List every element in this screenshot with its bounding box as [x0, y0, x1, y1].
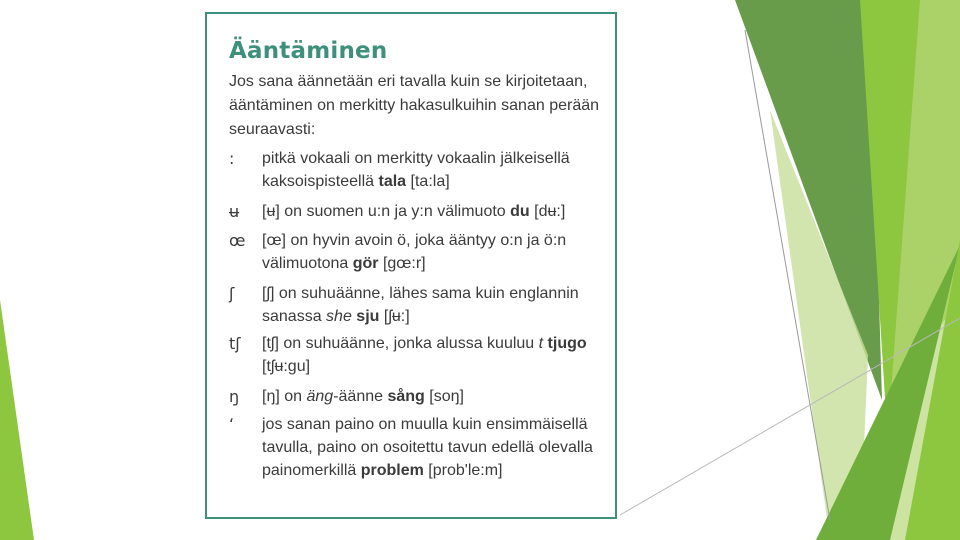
entry-symbol: ʻ	[229, 415, 235, 434]
example-italic: she	[326, 308, 352, 325]
entry-description: [ʃ] on suhuäänne, lähes sama kuin englannin sanassa she sju [ʃʉ:]	[262, 285, 579, 325]
example-italic: t	[538, 335, 544, 352]
entry-description: [œ] on hyvin avoin ö, joka ääntyy o:n ja ö:n välimuotona gör [gœ:r]	[262, 232, 567, 272]
example-italic: äng	[306, 388, 334, 405]
example-pronunciation: [tʃʉ:gu]	[262, 358, 311, 375]
example-word: sång	[387, 388, 425, 405]
example-word: tjugo	[547, 335, 587, 352]
example-pronunciation: [dʉ:]	[529, 203, 566, 220]
entry-description: [tʃ] on suhuäänne, jonka alussa kuuluu t tjugo [tʃʉ:gu]	[262, 335, 587, 375]
entry-description: [ʉ] on suomen u:n ja y:n välimuoto du [dʉ:]	[262, 203, 566, 220]
example-word: gör	[352, 255, 379, 272]
example-word: tala	[378, 173, 407, 190]
example-word: sju	[356, 308, 380, 325]
entry-description: [ŋ] on äng-äänne sång [soŋ]	[262, 388, 464, 405]
entry-symbol: ʉ	[229, 202, 240, 221]
card-title: Ääntäminen	[229, 38, 388, 64]
entry-description: pitkä vokaali on merkitty vokaalin jälkeisellä kaksoispisteellä tala [ta:la]	[262, 150, 570, 190]
entry-symbol: :	[229, 149, 235, 168]
entry-description: jos sanan paino on muulla kuin ensimmäisellä tavulla, paino on osoitettu tavun edellä olevalla painomerkillä problem [prob'le:m]	[262, 416, 593, 479]
left-green-shape	[0, 300, 34, 540]
example-pronunciation: [prob'le:m]	[423, 462, 503, 479]
example-pronunciation: [soŋ]	[424, 388, 464, 405]
example-pronunciation: [ʃʉ:]	[379, 308, 410, 325]
example-word: du	[510, 203, 530, 220]
intro-paragraph: Jos sana äännetään eri tavalla kuin se kirjoitetaan, ääntäminen on merkitty hakasulkuihin sanan perään seuraavasti:	[229, 73, 600, 138]
entry-symbol: ŋ	[229, 387, 240, 406]
example-word: problem	[360, 462, 424, 479]
entry-symbol: œ	[229, 231, 246, 250]
entry-symbol: tʃ	[229, 334, 241, 353]
entry-symbol: ʃ	[229, 284, 235, 303]
example-pronunciation: [gœ:r]	[378, 255, 426, 272]
example-pronunciation: [ta:la]	[406, 173, 450, 190]
